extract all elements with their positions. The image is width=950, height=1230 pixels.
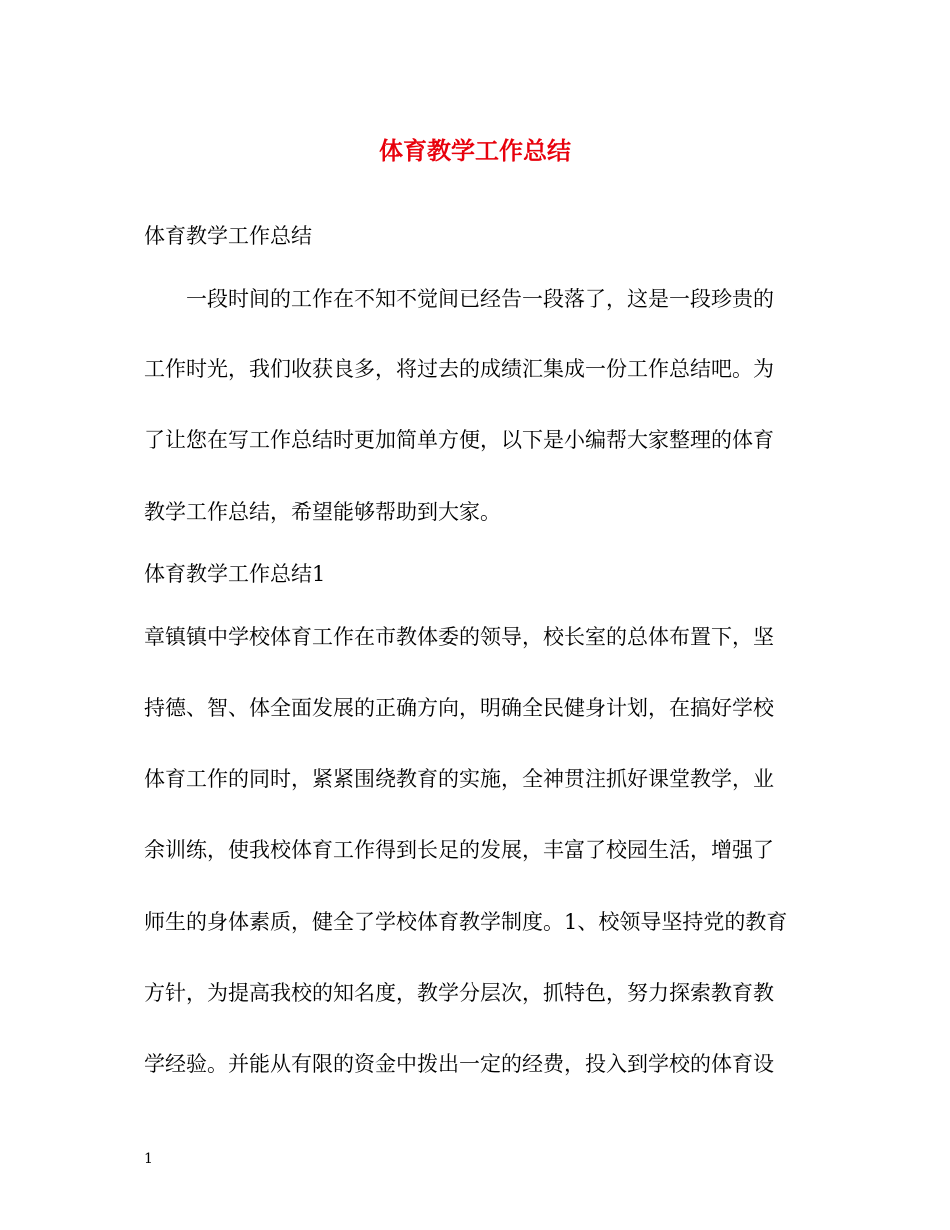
body-line-1: 章镇镇中学校体育工作在市教体委的领导，校长室的总体布置下，坚	[144, 625, 774, 649]
body-line-7: 学经验。并能从有限的资金中拨出一定的经费，投入到学校的体育设	[144, 1052, 774, 1076]
body-line-2: 持德、智、体全面发展的正确方向，明确全民健身计划，在搞好学校	[144, 696, 774, 720]
body-line-5: 师生的身体素质，健全了学校体育教学制度。1、校领导坚持党的教育	[144, 910, 788, 934]
intro-line-4: 教学工作总结，希望能够帮助到大家。	[144, 500, 501, 524]
body-line-6: 方针，为提高我校的知名度，教学分层次，抓特色，努力探索教育教	[144, 981, 774, 1005]
page-title: 体育教学工作总结	[379, 136, 571, 165]
page-number: 1	[144, 1151, 153, 1167]
body-line-3: 体育工作的同时，紧紧围绕教育的实施，全神贯注抓好课堂教学，业	[144, 767, 774, 791]
body-line-4: 余训练，使我校体育工作得到长足的发展，丰富了校园生活，增强了	[144, 838, 774, 862]
intro-line-3: 了让您在写工作总结时更加简单方便，以下是小编帮大家整理的体育	[144, 428, 774, 452]
document-subtitle: 体育教学工作总结	[144, 224, 312, 248]
intro-line-2: 工作时光，我们收获良多，将过去的成绩汇集成一份工作总结吧。为	[144, 357, 774, 381]
section-heading: 体育教学工作总结1	[144, 562, 326, 586]
intro-line-1: 一段时间的工作在不知不觉间已经告一段落了，这是一段珍贵的	[186, 287, 774, 311]
